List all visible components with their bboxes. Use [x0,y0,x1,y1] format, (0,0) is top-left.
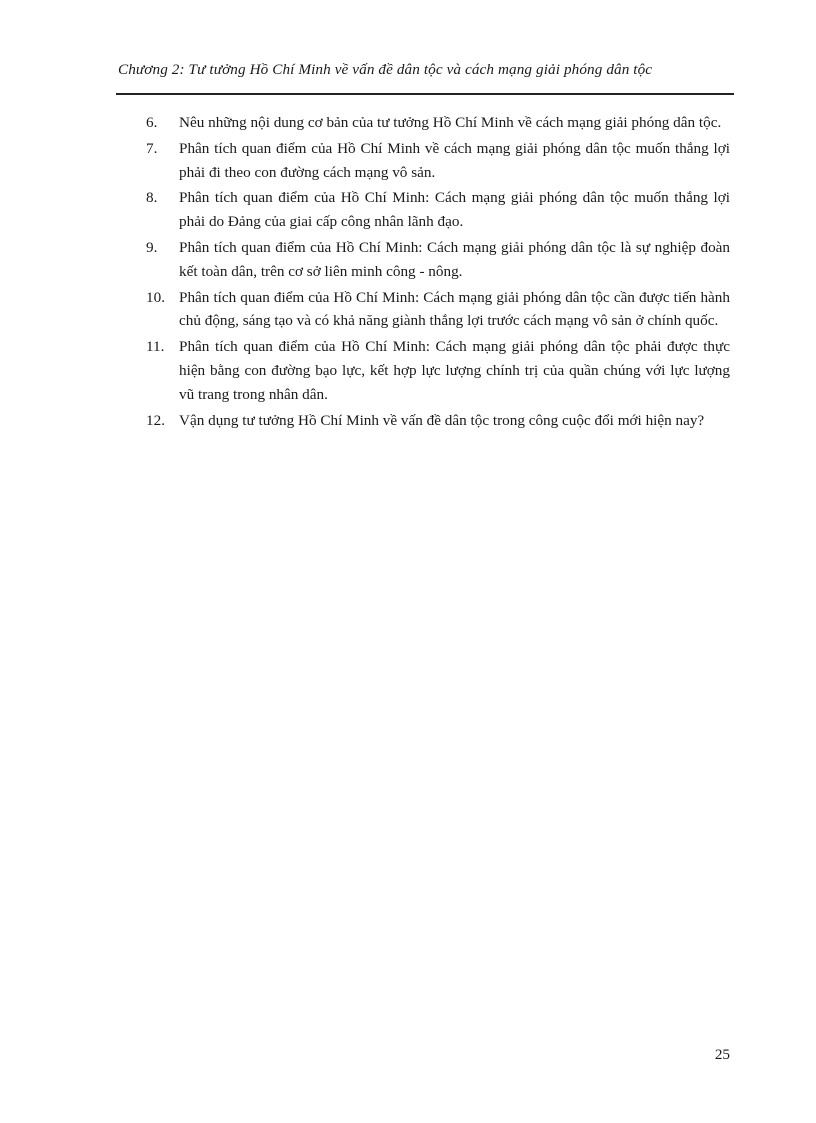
running-header: Chương 2: Tư tưởng Hồ Chí Minh về vấn đề dân tộc và cách mạng giải phóng dân tộc [118,61,653,78]
review-question-list [146,111,730,434]
question-number: 6. [146,114,158,131]
question-number: 9. [146,238,158,256]
question-item [146,111,730,135]
question-item [146,335,730,406]
question-text: Phân tích quan điểm của Hồ Chí Minh: Cách mạng giải phóng dân tộc cần được tiến hành chủ động, sáng tạo và có khả năng giành thắng lợi trước cách mạng vô sản ở chính quốc. [179,288,730,330]
page-number: 25 [714,1046,730,1063]
question-item [146,137,730,185]
question-text: Nêu những nội dung cơ bản của tư tưởng Hồ Chí Minh về cách mạng giải phóng dân tộc. [179,114,722,131]
question-number: 12. [146,411,165,429]
question-number: 11. [146,338,165,356]
question-number: 8. [146,189,158,207]
question-number: 10. [146,288,165,306]
question-item [146,186,730,234]
question-number: 7. [146,139,158,157]
question-item [146,409,730,433]
question-text: Phân tích quan điểm của Hồ Chí Minh: Cách mạng giải phóng dân tộc là sự nghiệp đoàn kết toàn dân, trên cơ sở liên minh công - nông. [179,238,730,280]
question-text: Vận dụng tư tưởng Hồ Chí Minh về vấn đề dân tộc trong công cuộc đổi mới hiện nay? [179,411,705,429]
header-divider [116,93,734,95]
question-item [146,286,730,334]
question-item [146,236,730,284]
question-text: Phân tích quan điểm của Hồ Chí Minh: Cách mạng giải phóng dân tộc phải được thực hiện bằng con đường bạo lực, kết hợp lực lượng chính trị của quần chúng với lực lượng vũ trang trong nhân dân. [179,338,730,403]
question-text: Phân tích quan điểm của Hồ Chí Minh về cách mạng giải phóng dân tộc muốn thắng lợi phải đi theo con đường cách mạng vô sản. [179,139,730,181]
question-text: Phân tích quan điểm của Hồ Chí Minh: Cách mạng giải phóng dân tộc muốn thắng lợi phải do Đảng của giai cấp công nhân lãnh đạo. [179,189,730,231]
